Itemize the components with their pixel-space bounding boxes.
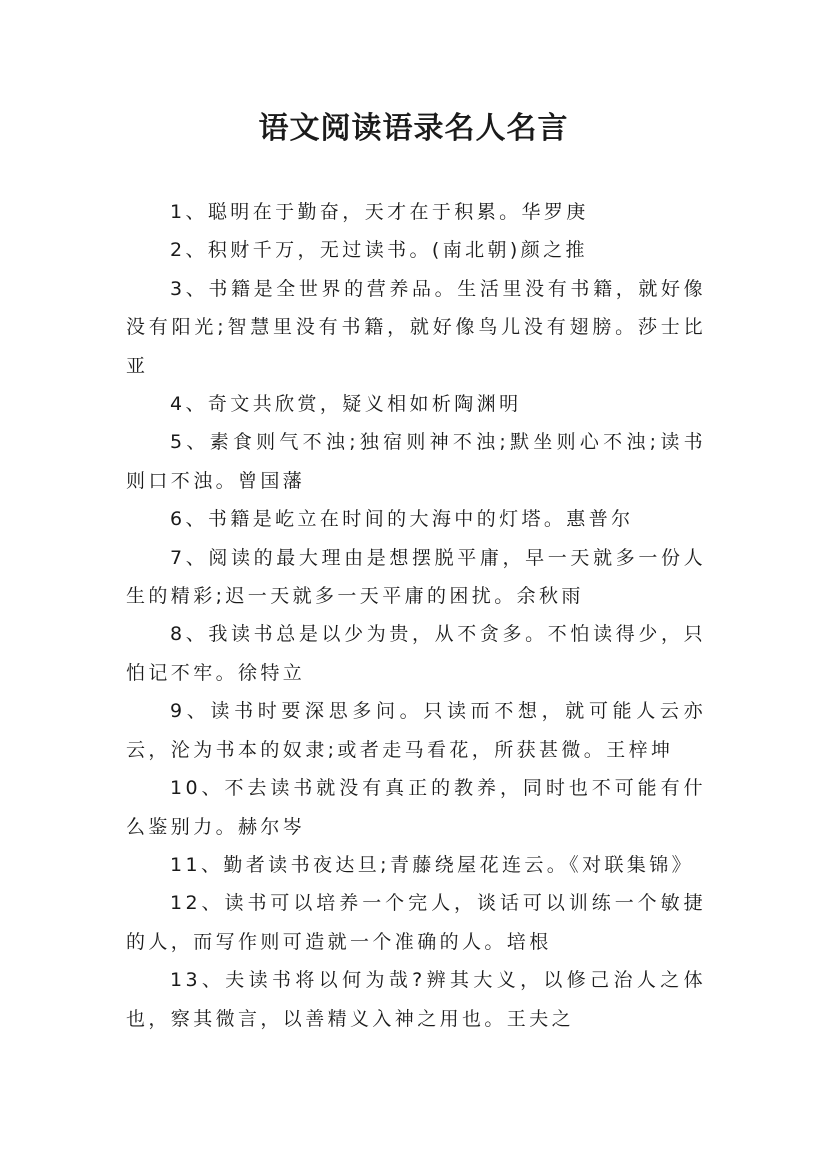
quote-paragraph: 4、奇文共欣赏，疑义相如析陶渊明 xyxy=(170,393,522,416)
document-body xyxy=(126,193,706,1038)
quote-paragraph: 11、勤者读书夜达旦;青藤绕屋花连云。《对联集锦》 xyxy=(170,853,695,876)
quote-paragraph: 6、书籍是屹立在时间的大海中的灯塔。惠普尔 xyxy=(170,508,634,531)
quote-paragraph: 10、不去读书就没有真正的教养，同时也不可能有什么鉴别力。赫尔岑 xyxy=(126,777,706,838)
quote-paragraph: 5、素食则气不浊;独宿则神不浊;默坐则心不浊;读书则口不浊。曾国藩 xyxy=(126,431,706,492)
document-title: 语文阅读语录名人名言 xyxy=(258,111,569,146)
quote-paragraph: 2、积财千万，无过读书。(南北朝)颜之推 xyxy=(170,239,588,262)
quote-paragraph: 9、读书时要深思多问。只读而不想，就可能人云亦云，沦为书本的奴隶;或者走马看花，所获甚微。王梓坤 xyxy=(126,700,706,761)
quote-paragraph: 7、阅读的最大理由是想摆脱平庸，早一天就多一份人生的精彩;迟一天就多一天平庸的困扰。余秋雨 xyxy=(126,546,706,608)
quote-paragraph: 1、聪明在于勤奋，天才在于积累。华罗庚 xyxy=(170,201,589,223)
quote-paragraph: 12、读书可以培养一个完人，谈话可以训练一个敏捷的人，而写作则可造就一个准确的人。培根 xyxy=(126,892,706,953)
quote-paragraph: 8、我读书总是以少为贵，从不贪多。不怕读得少，只怕记不牢。徐特立 xyxy=(126,623,706,684)
quote-paragraph: 13、夫读书将以何为哉?辨其大义，以修己治人之体也，察其微言，以善精义入神之用也。王夫之 xyxy=(126,969,706,1030)
quote-paragraph: 3、书籍是全世界的营养品。生活里没有书籍，就好像没有阳光;智慧里没有书籍，就好像鸟儿没有翅膀。莎士比亚 xyxy=(126,277,706,377)
